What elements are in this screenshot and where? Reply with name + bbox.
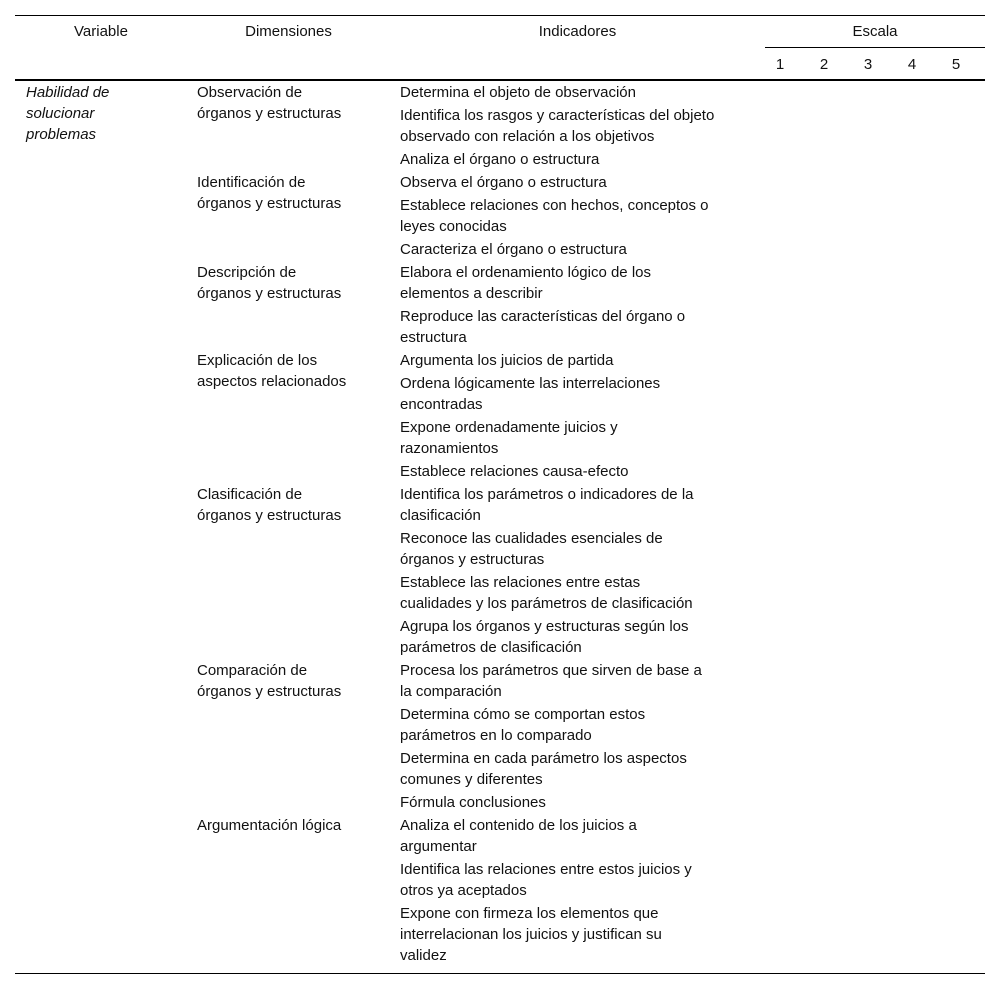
scale-3: 3 bbox=[863, 56, 873, 73]
indicator-item bbox=[400, 350, 613, 371]
dimension-line: órganos y estructuras bbox=[197, 195, 342, 212]
indicator-item bbox=[400, 105, 714, 147]
indicator-item bbox=[400, 373, 660, 415]
variable-line: Habilidad de bbox=[26, 84, 110, 101]
scale-2: 2 bbox=[819, 56, 829, 73]
indicator-line: observado con relación a los objetivos bbox=[400, 128, 655, 145]
indicator-item bbox=[400, 859, 692, 901]
header-variable: Variable bbox=[74, 23, 128, 40]
dimension-line: órganos y estructuras bbox=[197, 683, 342, 700]
indicator-line: Identifica los parámetros o indicadores de la bbox=[400, 486, 694, 503]
indicator-line: Expone con firmeza los elementos que bbox=[400, 905, 659, 922]
indicator-item bbox=[400, 82, 636, 103]
dimension-line: Clasificación de bbox=[197, 486, 303, 503]
indicator-line: Determina el objeto de observación bbox=[400, 84, 636, 101]
dimension-line: Explicación de los bbox=[197, 352, 318, 369]
dimension-label bbox=[197, 172, 341, 214]
indicator-line: Observa el órgano o estructura bbox=[400, 174, 607, 191]
indicator-line: Elabora el ordenamiento lógico de los bbox=[400, 264, 651, 281]
indicator-item bbox=[400, 792, 546, 813]
indicator-line: Agrupa los órganos y estructuras según los bbox=[400, 618, 689, 635]
dimension-line: Argumentación lógica bbox=[197, 817, 342, 834]
indicator-item bbox=[400, 903, 662, 966]
indicator-item bbox=[400, 172, 607, 193]
dimension-line: Identificación de bbox=[197, 174, 306, 191]
indicator-item bbox=[400, 239, 627, 260]
indicator-line: otros ya aceptados bbox=[400, 882, 527, 899]
indicator-line: Establece relaciones con hechos, conceptos o bbox=[400, 197, 709, 214]
dimension-line: órganos y estructuras bbox=[197, 285, 342, 302]
scale-1: 1 bbox=[775, 56, 785, 73]
table-top-rule bbox=[15, 15, 985, 16]
indicator-line: Ordena lógicamente las interrelaciones bbox=[400, 375, 661, 392]
header-indicadores: Indicadores bbox=[538, 23, 617, 40]
dimension-line: Comparación de bbox=[197, 662, 308, 679]
indicator-item bbox=[400, 461, 628, 482]
indicator-line: parámetros de clasificación bbox=[400, 639, 582, 656]
table-bottom-rule bbox=[15, 973, 985, 974]
indicator-line: estructura bbox=[400, 329, 467, 346]
indicator-item bbox=[400, 572, 693, 614]
dimension-line: aspectos relacionados bbox=[197, 373, 347, 390]
indicator-line: la comparación bbox=[400, 683, 502, 700]
indicator-line: parámetros en lo comparado bbox=[400, 727, 592, 744]
indicator-line: Analiza el órgano o estructura bbox=[400, 151, 600, 168]
dimension-label bbox=[197, 815, 341, 836]
indicator-line: órganos y estructuras bbox=[400, 551, 545, 568]
indicator-line: validez bbox=[400, 947, 447, 964]
indicator-line: Determina en cada parámetro los aspectos bbox=[400, 750, 687, 767]
indicator-line: Expone ordenadamente juicios y bbox=[400, 419, 618, 436]
indicator-item bbox=[400, 815, 637, 857]
indicator-line: Fórmula conclusiones bbox=[400, 794, 546, 811]
indicator-item bbox=[400, 306, 685, 348]
indicator-line: interrelacionan los juicios y justifican su bbox=[400, 926, 662, 943]
indicator-item bbox=[400, 528, 663, 570]
escala-underline bbox=[765, 47, 985, 48]
indicator-line: Procesa los parámetros que sirven de base a bbox=[400, 662, 702, 679]
indicator-line: Establece relaciones causa-efecto bbox=[400, 463, 629, 480]
indicator-line: Determina cómo se comportan estos bbox=[400, 706, 646, 723]
header-escala: Escala bbox=[852, 23, 898, 40]
indicator-line: comunes y diferentes bbox=[400, 771, 543, 788]
indicator-line: Analiza el contenido de los juicios a bbox=[400, 817, 637, 834]
indicator-line: Reproduce las características del órgano o bbox=[400, 308, 686, 325]
indicator-line: Caracteriza el órgano o estructura bbox=[400, 241, 627, 258]
dimension-line: Observación de bbox=[197, 84, 303, 101]
dimension-line: Descripción de bbox=[197, 264, 297, 281]
indicator-item bbox=[400, 748, 687, 790]
variable-line: solucionar bbox=[26, 105, 95, 122]
indicator-item bbox=[400, 660, 702, 702]
indicator-item bbox=[400, 195, 709, 237]
header-bottom-rule bbox=[15, 79, 985, 81]
indicator-line: clasificación bbox=[400, 507, 481, 524]
indicator-item bbox=[400, 149, 599, 170]
scale-5: 5 bbox=[951, 56, 961, 73]
indicator-line: leyes conocidas bbox=[400, 218, 507, 235]
dimension-label bbox=[197, 350, 346, 392]
indicator-item bbox=[400, 262, 651, 304]
indicator-item bbox=[400, 616, 689, 658]
header-dimensiones: Dimensiones bbox=[245, 23, 332, 40]
scale-4: 4 bbox=[907, 56, 917, 73]
indicator-line: elementos a describir bbox=[400, 285, 543, 302]
indicator-line: cualidades y los parámetros de clasificación bbox=[400, 595, 693, 612]
dimension-label bbox=[197, 484, 341, 526]
indicator-line: Argumenta los juicios de partida bbox=[400, 352, 614, 369]
indicator-line: Establece las relaciones entre estas bbox=[400, 574, 641, 591]
indicator-line: Reconoce las cualidades esenciales de bbox=[400, 530, 663, 547]
dimension-label bbox=[197, 82, 341, 124]
indicator-line: Identifica las relaciones entre estos juicios y bbox=[400, 861, 692, 878]
indicator-line: encontradas bbox=[400, 396, 483, 413]
dimension-label bbox=[197, 262, 341, 304]
dimension-label bbox=[197, 660, 341, 702]
variable-label bbox=[26, 82, 109, 145]
indicator-item bbox=[400, 417, 618, 459]
dimension-line: órganos y estructuras bbox=[197, 507, 342, 524]
indicator-line: argumentar bbox=[400, 838, 477, 855]
indicator-line: Identifica los rasgos y características del objeto bbox=[400, 107, 715, 124]
indicator-item bbox=[400, 484, 694, 526]
indicator-item bbox=[400, 704, 645, 746]
variable-line: problemas bbox=[26, 126, 97, 143]
dimension-line: órganos y estructuras bbox=[197, 105, 342, 122]
indicator-line: razonamientos bbox=[400, 440, 499, 457]
